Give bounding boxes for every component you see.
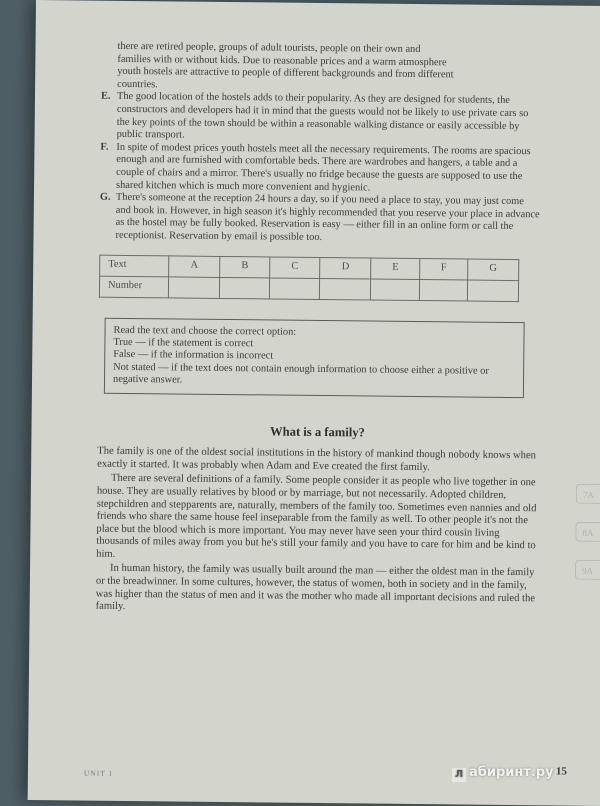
article-paragraph: In human history, the family was usually built around the man — either the oldest man in the family or the breadwinner. In some cultures, however, the status of women, both in society and in the family, was higher than the status of men and it was the mother who made all important decisions and ruled the family.	[95, 563, 536, 613]
item-text: There's someone at the reception 24 hours a day, so if you need a place to stay, you may just come and book in. However, in high season it's highly recommended that you reserve your place in advance as the hostel may be fully booked. Reservation is easy — either fill in an online form or call the receptionist. Reservation by email is possible too.	[115, 191, 540, 243]
continuation-text	[101, 41, 542, 96]
article-paragraph: There are several definitions of a family. Some people consider it as people who live together in one house. They are usually relatives by blood or by marriage, but not necessarily. Adopted children, stepchildren and stepparents are, naturally, members of the family too. Sometimes even nannies and old friends who share the same house feel inseparable from the family as well. To other people it's not the place but the blood which is more important. You may never have seen your third cousin living thousands of miles away from you but he's still your family and you have to care for him and be kind to him.	[96, 473, 537, 560]
watermark-text: абиринт.ру	[469, 765, 554, 780]
answer-cell[interactable]	[420, 279, 468, 300]
continuation-line: countries.	[117, 78, 158, 91]
column-header: F	[420, 258, 468, 279]
answer-cell[interactable]	[320, 278, 371, 300]
column-header: E	[371, 258, 420, 280]
item-text: In spite of modest prices youth hostels meet all the necessary requirements. The rooms are spacious enough and are furnished with comfortable beds. There are wardrobes and hangers, a table and a couple of chairs and a mirror. There's usually no fridge because the guests are supposed to use the shared kitchen which is much more convenient and hygienic.	[116, 141, 531, 194]
task-line: Not stated — if the text does not contain enough information to choose either a positive or negative answer.	[112, 361, 489, 386]
continuation-line: families with or without kids. Due to reasonable prices and a warm atmosphere	[117, 53, 447, 68]
page-content	[96, 41, 542, 618]
answer-cell[interactable]	[220, 277, 270, 299]
item-letter: E.	[100, 91, 111, 103]
continuation-line: there are retired people, groups of adult tourists, people on their own and	[117, 40, 421, 56]
book-page	[28, 0, 600, 806]
side-tab: 9A	[575, 560, 600, 580]
table-row-number	[99, 276, 518, 301]
task-instructions-box	[104, 317, 525, 397]
task-line: Read the text and choose the correct option:	[113, 324, 297, 338]
column-header: C	[270, 256, 320, 278]
item-letter: G.	[99, 191, 111, 203]
answer-cell[interactable]	[467, 280, 518, 302]
matching-table	[99, 254, 519, 301]
answer-cell[interactable]	[371, 279, 420, 301]
answer-cell[interactable]	[270, 277, 320, 299]
watermark-logo-icon: Л	[452, 768, 466, 782]
answer-cell[interactable]	[168, 276, 219, 298]
column-header: B	[220, 256, 270, 278]
column-header: G	[467, 259, 518, 281]
side-tab: 7A	[576, 484, 600, 504]
unit-label: UNIT 1	[83, 768, 114, 778]
item-text: The good location of the hostels adds to their popularity. As they are designed for students, the constructors and developers had it in mind that the guests would not be likely to use private cars so the key points of the town should be within a reasonable walking distance or easily accessible by public transport.	[116, 91, 529, 141]
column-header: A	[169, 255, 220, 277]
article-title: What is a family?	[270, 424, 365, 439]
side-tab: 8A	[575, 522, 600, 542]
column-header: D	[320, 257, 371, 279]
task-line: True — if the statement is correct	[113, 336, 254, 350]
task-line: False — if the information is incorrect	[113, 349, 274, 362]
item-letter: F.	[100, 141, 109, 153]
text-item-g	[99, 192, 540, 247]
text-item-f	[100, 141, 541, 196]
row-label-number: Number	[99, 276, 168, 298]
article-paragraph: The family is one of the oldest social institutions in the history of mankind though nobody knows when exactly it started. It was probably when Adam and Eve created the first family.	[97, 445, 537, 473]
page-number: 15	[555, 765, 568, 778]
text-item-e	[101, 91, 542, 146]
continuation-line: youth hostels are attractive to people of different backgrounds and from different	[117, 66, 454, 81]
row-label-text: Text	[100, 255, 169, 277]
watermark	[452, 765, 554, 782]
